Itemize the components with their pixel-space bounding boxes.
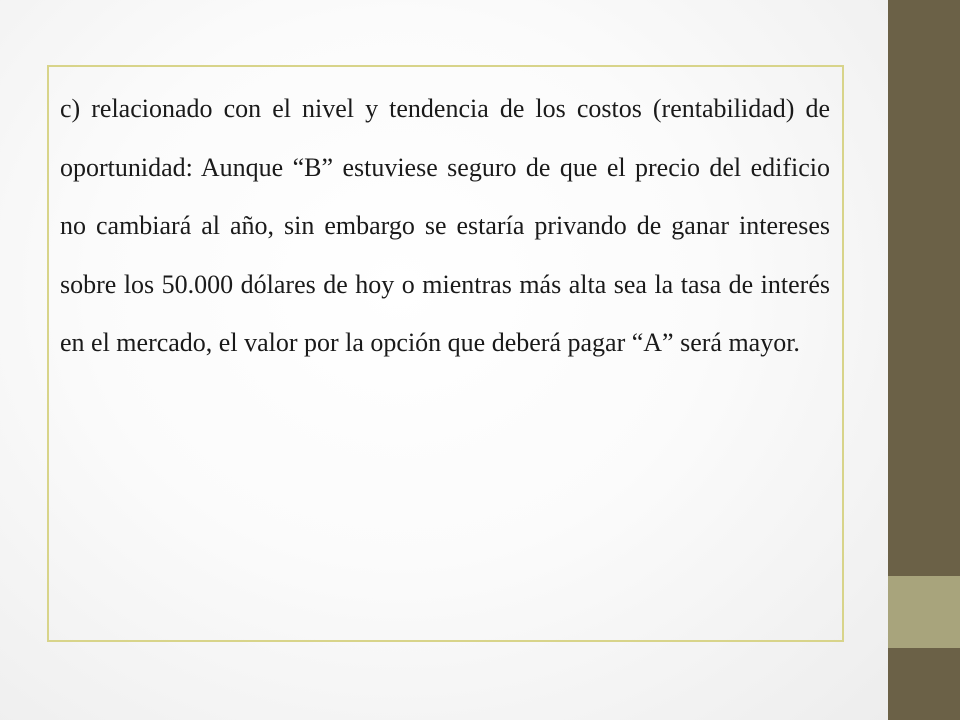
side-decorative-band: [888, 0, 960, 720]
slide-body-text: c) relacionado con el nivel y tendencia de los costos (rentabilidad) de oportunidad: Aunque “B” estuviese seguro de que el precio del edificio no cambiará al año, sin embargo se estaría privando de ganar intereses sobre los 50.000 dólares de hoy o mientras más alta sea la tasa de interés en el mercado, el valor por la opción que deberá pagar “A” será mayor.: [60, 94, 830, 357]
side-band-accent-block: [888, 576, 960, 648]
